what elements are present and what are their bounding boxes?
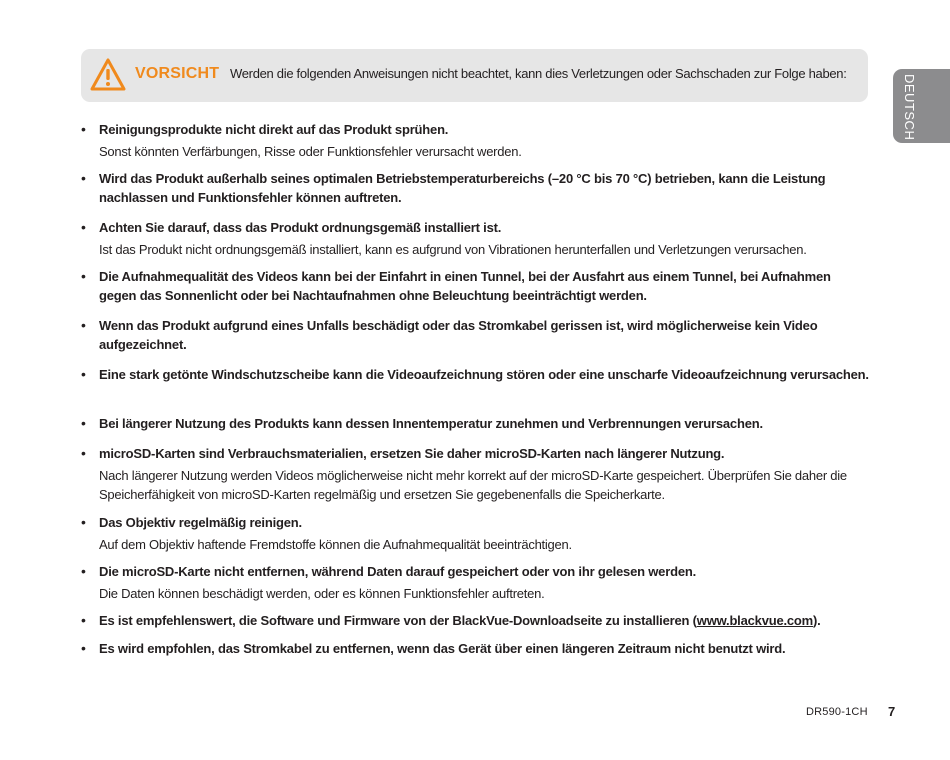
- caution-box: [81, 49, 868, 102]
- item-heading: Das Objektiv regelmäßig reinigen.: [99, 515, 302, 530]
- bullet: •: [81, 415, 86, 431]
- list-item: [81, 444, 871, 504]
- list-item: [81, 218, 871, 259]
- warning-triangle-icon: [89, 57, 127, 93]
- bullet: •: [81, 563, 86, 579]
- item-heading: Bei längerer Nutzung des Produkts kann dessen Innentemperatur zunehmen und Verbrennungen verursachen.: [99, 416, 763, 431]
- item-heading: Wenn das Produkt aufgrund eines Unfalls beschädigt oder das Stromkabel gerissen ist, wird möglicherweise kein Video aufgezeichnet.: [99, 318, 818, 352]
- item-heading: Eine stark getönte Windschutzscheibe kann die Videoaufzeichnung stören oder eine unscharfe Videoaufzeichnung verursachen.: [99, 367, 869, 382]
- item-body: Nach längerer Nutzung werden Videos möglicherweise nicht mehr korrekt auf der microSD-Karte gespeichert. Überprüfen Sie daher die Speicherfähigkeit von microSD-Karten regelmäßig und ersetzen Sie gegebenenfalls die Speicherkarte.: [99, 468, 847, 502]
- item-heading: Die microSD-Karte nicht entfernen, während Daten darauf gespeichert oder von ihr gelesen werden.: [99, 564, 696, 579]
- bullet: •: [81, 445, 86, 461]
- language-tab-label: DEUTSCH: [902, 74, 917, 141]
- list-item: [81, 120, 871, 161]
- bullet: •: [81, 170, 86, 186]
- caution-label: VORSICHT: [135, 65, 220, 82]
- caution-text: Werden die folgenden Anweisungen nicht beachtet, kann dies Verletzungen oder Sachschaden zur Folge haben:: [230, 66, 847, 81]
- list-item: [81, 513, 871, 554]
- item-heading: Reinigungsprodukte nicht direkt auf das Produkt sprühen.: [99, 122, 449, 137]
- bullet: •: [81, 366, 86, 382]
- bullet: •: [81, 121, 86, 137]
- bullet: •: [81, 514, 86, 530]
- list-item: [81, 611, 871, 630]
- list-item: [81, 562, 871, 603]
- bullet: •: [81, 612, 86, 628]
- item-heading: [99, 611, 871, 630]
- page-number: 7: [888, 704, 896, 719]
- item-heading: Wird das Produkt außerhalb seines optimalen Betriebstemperaturbereichs (–20 °C bis 70 °C) betrieben, kann die Leistung nachlassen und Funktionsfehler können auftreten.: [99, 171, 826, 205]
- item-heading: microSD-Karten sind Verbrauchsmaterialien, ersetzen Sie daher microSD-Karten nach längerer Nutzung.: [99, 446, 725, 461]
- list-item: [81, 169, 871, 207]
- item-heading: Achten Sie darauf, dass das Produkt ordnungsgemäß installiert ist.: [99, 220, 502, 235]
- item-body: Die Daten können beschädigt werden, oder es können Funktionsfehler auftreten.: [99, 586, 545, 601]
- list-item: [81, 365, 871, 384]
- bullet: •: [81, 640, 86, 656]
- list-item: [81, 267, 871, 305]
- item-body: Ist das Produkt nicht ordnungsgemäß installiert, kann es aufgrund von Vibrationen herunterfallen und Verletzungen verursachen.: [99, 242, 807, 257]
- model-name: DR590-1CH: [806, 706, 868, 718]
- language-tab[interactable]: [893, 69, 950, 143]
- list-item: [81, 316, 871, 354]
- bullet: •: [81, 219, 86, 235]
- item-heading-text: Es ist empfehlenswert, die Software und Firmware von der BlackVue-Downloadseite zu installieren (: [99, 613, 697, 628]
- item-heading: Die Aufnahmequalität des Videos kann bei der Einfahrt in einen Tunnel, bei der Ausfahrt aus einem Tunnel, bei Aufnahmen gegen das Sonnenlicht oder bei Nachtaufnahmen ohne Beleuchtung beeinträchtigt werden.: [99, 269, 831, 303]
- list-item: [81, 414, 871, 433]
- item-body: Sonst könnten Verfärbungen, Risse oder Funktionsfehler verursacht werden.: [99, 144, 522, 159]
- item-body: Auf dem Objektiv haftende Fremdstoffe können die Aufnahmequalität beeinträchtigen.: [99, 537, 572, 552]
- bullet: •: [81, 317, 86, 333]
- item-heading: Es wird empfohlen, das Stromkabel zu entfernen, wenn das Gerät über einen längeren Zeitraum nicht benutzt wird.: [99, 641, 786, 656]
- item-heading-text-end: ).: [813, 613, 821, 628]
- bullet: •: [81, 268, 86, 284]
- blackvue-link[interactable]: www.blackvue.com: [696, 613, 814, 628]
- list-item: [81, 639, 871, 658]
